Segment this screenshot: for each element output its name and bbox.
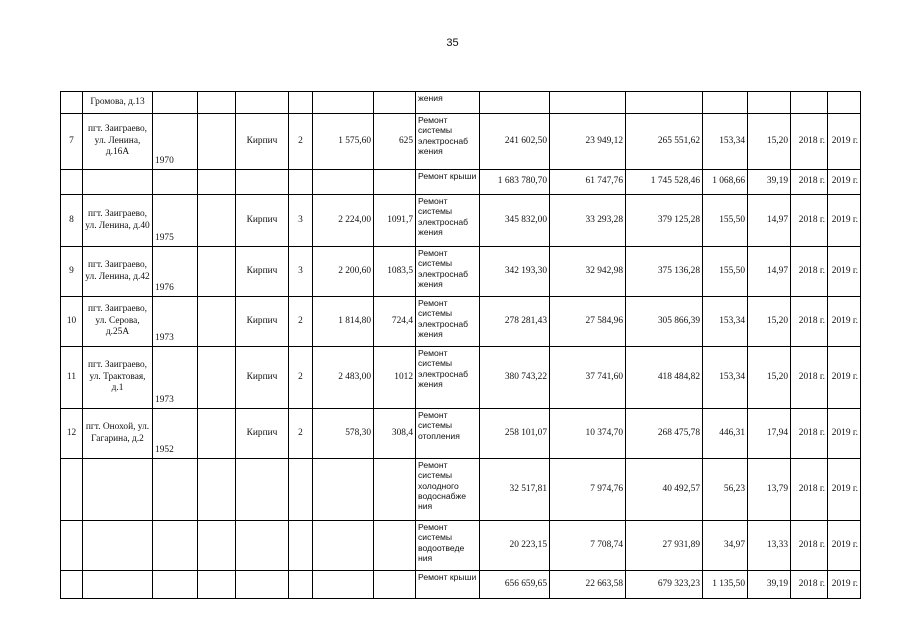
cell-blank	[198, 347, 236, 409]
cell-control-cost: 37 741,60	[550, 347, 626, 409]
cell-wall-material	[236, 459, 289, 521]
cell-cost-per-sqm: 153,34	[703, 297, 748, 347]
cell-living-area	[374, 459, 416, 521]
cell-start-year	[791, 92, 828, 114]
cell-blank	[198, 521, 236, 571]
cell-control-cost: 61 747,76	[550, 170, 626, 195]
cell-total-area	[313, 92, 374, 114]
cell-wall-material	[236, 170, 289, 195]
cell-living-area: 625	[374, 114, 416, 170]
cell-blank	[198, 247, 236, 297]
cell-control-cost: 32 942,98	[550, 247, 626, 297]
cell-row-number: 7	[61, 114, 83, 170]
cell-year-built	[153, 521, 198, 571]
cell-work-cost: 380 743,22	[480, 347, 550, 409]
cell-total-cost: 379 125,28	[626, 195, 703, 247]
cell-start-year: 2018 г.	[791, 297, 828, 347]
cell-wall-material	[236, 571, 289, 599]
cell-cost-per-sqm: 155,50	[703, 195, 748, 247]
cell-start-year: 2018 г.	[791, 347, 828, 409]
cell-floors: 2	[289, 347, 313, 409]
cell-cost-per-sqm: 446,31	[703, 409, 748, 459]
cell-control-cost: 33 293,28	[550, 195, 626, 247]
cell-wall-material: Кирпич	[236, 195, 289, 247]
cell-wall-material: Кирпич	[236, 297, 289, 347]
cell-blank	[198, 571, 236, 599]
cell-end-year: 2019 г.	[828, 521, 861, 571]
cell-end-year: 2019 г.	[828, 571, 861, 599]
repair-schedule-table	[60, 91, 861, 599]
cell-start-year: 2018 г.	[791, 571, 828, 599]
table-row	[61, 571, 861, 599]
cell-work-type: Ремонт системы электроснаб жения	[416, 247, 480, 297]
cell-blank	[198, 195, 236, 247]
cell-start-year: 2018 г.	[791, 247, 828, 297]
cell-year-built: 1952	[153, 409, 198, 459]
cell-floors	[289, 459, 313, 521]
cell-percent: 15,20	[748, 114, 791, 170]
cell-address	[83, 571, 153, 599]
cell-end-year: 2019 г.	[828, 170, 861, 195]
cell-total-area: 1 575,60	[313, 114, 374, 170]
cell-wall-material	[236, 521, 289, 571]
cell-work-type: Ремонт системы водоотведе ния	[416, 521, 480, 571]
cell-living-area	[374, 92, 416, 114]
cell-percent: 15,20	[748, 297, 791, 347]
cell-start-year: 2018 г.	[791, 170, 828, 195]
cell-address: пгт. Заиграево, ул. Ленина, д.40	[83, 195, 153, 247]
cell-floors: 3	[289, 195, 313, 247]
cell-address: пгт. Заиграево, ул. Трактовая, д.1	[83, 347, 153, 409]
cell-total-area: 578,30	[313, 409, 374, 459]
cell-blank	[198, 409, 236, 459]
cell-living-area: 724,4	[374, 297, 416, 347]
cell-work-cost: 241 602,50	[480, 114, 550, 170]
cell-floors	[289, 92, 313, 114]
cell-end-year: 2019 г.	[828, 459, 861, 521]
cell-total-area	[313, 459, 374, 521]
cell-cost-per-sqm: 34,97	[703, 521, 748, 571]
cell-cost-per-sqm: 1 068,66	[703, 170, 748, 195]
cell-year-built: 1973	[153, 297, 198, 347]
cell-row-number: 12	[61, 409, 83, 459]
cell-total-cost: 268 475,78	[626, 409, 703, 459]
cell-cost-per-sqm	[703, 92, 748, 114]
cell-floors: 2	[289, 297, 313, 347]
cell-control-cost: 23 949,12	[550, 114, 626, 170]
cell-cost-per-sqm: 155,50	[703, 247, 748, 297]
cell-total-cost: 1 745 528,46	[626, 170, 703, 195]
cell-work-cost	[480, 92, 550, 114]
cell-end-year: 2019 г.	[828, 409, 861, 459]
cell-row-number: 8	[61, 195, 83, 247]
cell-address	[83, 170, 153, 195]
cell-blank	[198, 114, 236, 170]
cell-control-cost	[550, 92, 626, 114]
cell-control-cost: 22 663,58	[550, 571, 626, 599]
cell-blank	[198, 459, 236, 521]
cell-percent: 39,19	[748, 571, 791, 599]
cell-row-number: 11	[61, 347, 83, 409]
cell-work-cost: 32 517,81	[480, 459, 550, 521]
table-row	[61, 195, 861, 247]
table-row	[61, 297, 861, 347]
cell-row-number: 9	[61, 247, 83, 297]
cell-work-cost: 1 683 780,70	[480, 170, 550, 195]
cell-living-area: 308,4	[374, 409, 416, 459]
cell-total-cost: 27 931,89	[626, 521, 703, 571]
cell-address: пгт. Заиграево, ул. Серова, д.25А	[83, 297, 153, 347]
cell-percent: 13,33	[748, 521, 791, 571]
cell-total-area	[313, 571, 374, 599]
cell-floors	[289, 170, 313, 195]
cell-percent: 15,20	[748, 347, 791, 409]
cell-year-built: 1970	[153, 114, 198, 170]
cell-total-area: 2 483,00	[313, 347, 374, 409]
cell-work-cost: 345 832,00	[480, 195, 550, 247]
cell-end-year: 2019 г.	[828, 347, 861, 409]
cell-control-cost: 27 584,96	[550, 297, 626, 347]
cell-end-year: 2019 г.	[828, 114, 861, 170]
cell-control-cost: 7 974,76	[550, 459, 626, 521]
cell-year-built	[153, 170, 198, 195]
cell-total-cost	[626, 92, 703, 114]
cell-work-type: Ремонт системы электроснаб жения	[416, 297, 480, 347]
cell-start-year: 2018 г.	[791, 409, 828, 459]
cell-work-type: Ремонт системы отопления	[416, 409, 480, 459]
cell-percent: 13,79	[748, 459, 791, 521]
cell-year-built	[153, 571, 198, 599]
cell-end-year: 2019 г.	[828, 195, 861, 247]
cell-work-cost: 20 223,15	[480, 521, 550, 571]
cell-wall-material	[236, 92, 289, 114]
cell-control-cost: 10 374,70	[550, 409, 626, 459]
cell-total-cost: 418 484,82	[626, 347, 703, 409]
cell-floors: 2	[289, 114, 313, 170]
cell-address: Громова, д.13	[83, 92, 153, 114]
cell-work-type: Ремонт крыши	[416, 571, 480, 599]
cell-row-number: 10	[61, 297, 83, 347]
cell-wall-material: Кирпич	[236, 114, 289, 170]
cell-start-year: 2018 г.	[791, 114, 828, 170]
cell-floors: 3	[289, 247, 313, 297]
cell-cost-per-sqm: 153,34	[703, 347, 748, 409]
cell-start-year: 2018 г.	[791, 521, 828, 571]
table-row	[61, 247, 861, 297]
cell-floors	[289, 521, 313, 571]
cell-address: пгт. Заиграево, ул. Ленина, д.16А	[83, 114, 153, 170]
cell-floors	[289, 571, 313, 599]
cell-end-year	[828, 92, 861, 114]
table-row	[61, 347, 861, 409]
cell-address	[83, 521, 153, 571]
cell-work-cost: 258 101,07	[480, 409, 550, 459]
cell-row-number	[61, 571, 83, 599]
cell-row-number	[61, 459, 83, 521]
cell-total-area	[313, 521, 374, 571]
cell-cost-per-sqm: 153,34	[703, 114, 748, 170]
cell-work-cost: 656 659,65	[480, 571, 550, 599]
cell-total-cost: 679 323,23	[626, 571, 703, 599]
page-number: 35	[446, 37, 459, 49]
cell-total-area	[313, 170, 374, 195]
cell-work-cost: 278 281,43	[480, 297, 550, 347]
cell-blank	[198, 170, 236, 195]
cell-total-cost: 305 866,39	[626, 297, 703, 347]
cell-year-built: 1973	[153, 347, 198, 409]
cell-wall-material: Кирпич	[236, 409, 289, 459]
cell-row-number	[61, 170, 83, 195]
cell-work-type: Ремонт системы электроснаб жения	[416, 195, 480, 247]
cell-percent	[748, 92, 791, 114]
cell-living-area	[374, 170, 416, 195]
cell-total-cost: 375 136,28	[626, 247, 703, 297]
cell-address: пгт. Онохой, ул. Гагарина, д.2	[83, 409, 153, 459]
cell-blank	[198, 297, 236, 347]
cell-total-cost: 265 551,62	[626, 114, 703, 170]
cell-percent: 14,97	[748, 247, 791, 297]
cell-living-area: 1083,5	[374, 247, 416, 297]
table-row	[61, 92, 861, 114]
table-row	[61, 114, 861, 170]
cell-blank	[198, 92, 236, 114]
cell-total-area: 2 224,00	[313, 195, 374, 247]
cell-living-area: 1091,7	[374, 195, 416, 247]
cell-work-type: Ремонт системы электроснаб жения	[416, 114, 480, 170]
cell-living-area	[374, 571, 416, 599]
table-row	[61, 409, 861, 459]
table-row	[61, 459, 861, 521]
cell-row-number	[61, 521, 83, 571]
cell-end-year: 2019 г.	[828, 297, 861, 347]
cell-floors: 2	[289, 409, 313, 459]
cell-total-area: 2 200,60	[313, 247, 374, 297]
cell-end-year: 2019 г.	[828, 247, 861, 297]
cell-control-cost: 7 708,74	[550, 521, 626, 571]
cell-living-area: 1012	[374, 347, 416, 409]
cell-total-area: 1 814,80	[313, 297, 374, 347]
cell-row-number	[61, 92, 83, 114]
cell-year-built: 1976	[153, 247, 198, 297]
cell-wall-material: Кирпич	[236, 247, 289, 297]
cell-address	[83, 459, 153, 521]
cell-cost-per-sqm: 56,23	[703, 459, 748, 521]
cell-total-cost: 40 492,57	[626, 459, 703, 521]
cell-start-year: 2018 г.	[791, 195, 828, 247]
cell-address: пгт. Заиграево, ул. Ленина, д.42	[83, 247, 153, 297]
cell-work-type: Ремонт системы электроснаб жения	[416, 347, 480, 409]
cell-living-area	[374, 521, 416, 571]
table-row	[61, 170, 861, 195]
cell-year-built: 1975	[153, 195, 198, 247]
cell-work-type: Ремонт крыши	[416, 170, 480, 195]
cell-percent: 39,19	[748, 170, 791, 195]
cell-percent: 17,94	[748, 409, 791, 459]
table-row	[61, 521, 861, 571]
cell-year-built	[153, 459, 198, 521]
cell-cost-per-sqm: 1 135,50	[703, 571, 748, 599]
cell-wall-material: Кирпич	[236, 347, 289, 409]
cell-percent: 14,97	[748, 195, 791, 247]
cell-year-built	[153, 92, 198, 114]
cell-start-year: 2018 г.	[791, 459, 828, 521]
cell-work-type: жения	[416, 92, 480, 114]
cell-work-cost: 342 193,30	[480, 247, 550, 297]
cell-work-type: Ремонт системы холодного водоснабже ния	[416, 459, 480, 521]
